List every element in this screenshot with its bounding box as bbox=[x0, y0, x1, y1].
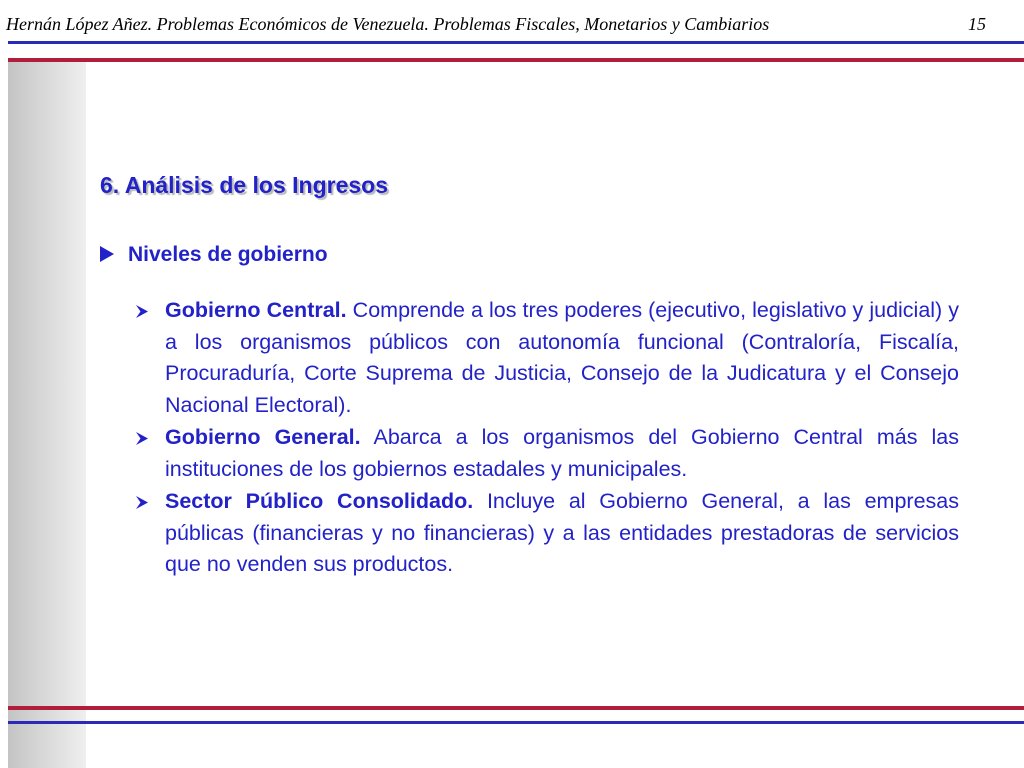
subsection-heading bbox=[100, 243, 328, 267]
header-rule-blue bbox=[8, 41, 1024, 44]
arrow-right-icon bbox=[134, 304, 150, 319]
list-item bbox=[134, 486, 959, 581]
page-header bbox=[6, 14, 986, 38]
item-term: Sector Público Consolidado. bbox=[165, 489, 474, 513]
arrow-right-icon bbox=[134, 431, 150, 446]
item-text: Incluye al Gobierno General, a las empresas públicas (financieras y no financieras) y a las entidades prestadoras de servicios que no venden sus productos. bbox=[165, 489, 959, 576]
government-levels-list bbox=[134, 295, 959, 581]
item-text: Abarca a los organismos del Gobierno Central más las instituciones de los gobiernos estadales y municipales. bbox=[165, 425, 960, 481]
section-heading: 6. Análisis de los Ingresos bbox=[100, 172, 389, 198]
header-rule-red bbox=[8, 58, 1024, 62]
header-title: Hernán López Añez. Problemas Económicos de Venezuela. Problemas Fiscales, Monetarios y Cambiarios bbox=[6, 14, 770, 34]
item-term: Gobierno General. bbox=[165, 425, 361, 449]
footer-rule-blue bbox=[8, 721, 1024, 724]
page-number: 15 bbox=[968, 14, 986, 34]
subsection-label: Niveles de gobierno bbox=[128, 243, 328, 266]
triangle-right-icon bbox=[100, 246, 114, 262]
list-item bbox=[134, 422, 959, 485]
arrow-right-icon bbox=[134, 495, 150, 510]
side-decoration-bar bbox=[8, 60, 86, 768]
item-text: Comprende a los tres poderes (ejecutivo, legislativo y judicial) y a los organismos públicos con autonomía funcional (Contraloría, Fiscalía, Procuraduría, Corte Suprema de Justicia, Consejo de la Judicatura y el Consejo Nacional Electoral). bbox=[165, 298, 959, 417]
item-term: Gobierno Central. bbox=[165, 298, 347, 322]
footer-rule-red bbox=[8, 706, 1024, 710]
list-item bbox=[134, 295, 959, 421]
